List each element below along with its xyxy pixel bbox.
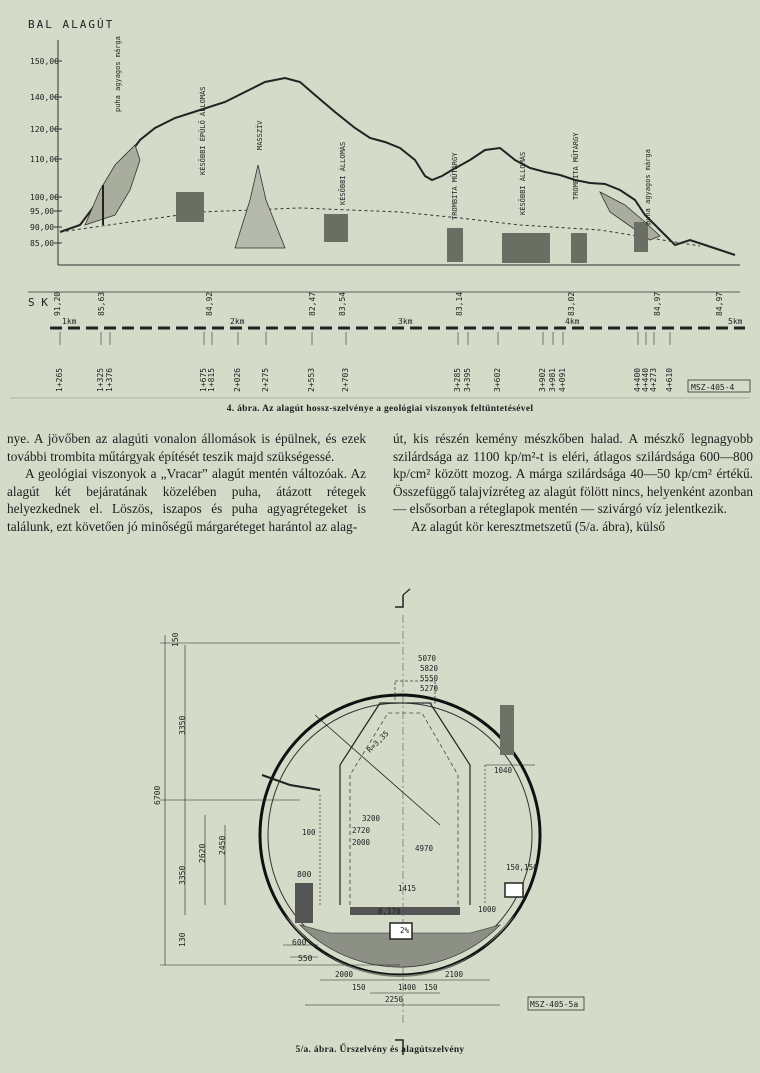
dimension-label: 2000	[335, 970, 354, 979]
sk-value: 83,02	[567, 291, 576, 316]
dimension-label: 3200	[362, 814, 381, 823]
dimension-label: 1040	[494, 766, 513, 775]
dimension-label: 5070	[418, 654, 437, 663]
km-label: 1km	[62, 317, 77, 326]
dimension-label: 6700	[153, 785, 162, 805]
fig4-caption: 4. ábra. Az alagút hossz-szelvénye a geológiai viszonyok feltüntetésével	[226, 404, 534, 414]
dimension-label: 0,170	[378, 907, 401, 916]
dimension-label: 800	[297, 870, 312, 879]
station-label: 2+553	[307, 367, 316, 392]
paragraph-right-1: út, kis részén kemény mészkőben halad. A mészkő legnagyobb szilárdsága az 1100 kp/m²-t is eléri, átlagos szilárdsága 600—800 kp/cm² között mozog. A márga szilárdsága 40—50 kp/cm² értékű. Összefüggő talajvízréteg az alagút fölött nincs, helyenként azonban — elsősorban a réteglapok mentén — szivárgó víz jelentkezik.	[393, 431, 753, 517]
sk-value: 85,63	[97, 291, 106, 316]
header-label: BAL ALAGÚT	[28, 18, 115, 31]
dimension-label: 2450	[218, 835, 227, 855]
station-label: 4+400	[633, 367, 642, 392]
dimension-label: 1400	[398, 983, 417, 992]
fig4-code: MSZ-405-4	[691, 383, 735, 392]
text-column-left	[7, 430, 366, 536]
km-label: 2km	[230, 317, 245, 326]
dimension-label: 2250	[385, 995, 404, 1004]
dimension-label: 150,150	[506, 863, 538, 872]
station-label: 1+815	[207, 367, 216, 392]
sk-value: 84,97	[715, 291, 724, 316]
profile-label: TROMBITA MŰTÁRGY	[451, 152, 459, 220]
tunnel-axis-line	[60, 208, 700, 246]
geology-zone-left	[85, 145, 140, 225]
sk-value: 83,14	[455, 291, 464, 316]
clearance-profile	[340, 703, 470, 905]
paragraph-left-1: nye. A jövőben az alagúti vonalon állomások is épülnek, és ezek további trombita műtárgyak építését teszik majd szükségessé.	[7, 431, 366, 464]
dimension-label: R=3,35	[365, 728, 391, 755]
station-label: 4+440	[641, 367, 650, 392]
dimension-label: 130	[178, 932, 187, 947]
dimension-label: 5270	[420, 684, 439, 693]
dimension-label: 2620	[198, 843, 207, 863]
station-label: 3+395	[463, 367, 472, 392]
sk-label: S K	[28, 296, 48, 309]
profile-label: puha agyagos márga	[114, 36, 122, 112]
elevation-label: 85,00	[30, 239, 55, 248]
dimension-label: 5550	[420, 674, 439, 683]
figure-4	[0, 0, 760, 420]
profile-label: MASSZÍV	[256, 120, 264, 150]
elevation-label: 100,00	[30, 193, 59, 202]
longitudinal-profile-drawing	[0, 0, 760, 420]
km-label: 4km	[565, 317, 580, 326]
dimension-label: 1000	[478, 905, 497, 914]
dimension-label: 600	[292, 938, 307, 947]
station-block-1	[176, 192, 204, 222]
elevation-label: 95,00	[30, 207, 55, 216]
sk-value: 84,92	[205, 291, 214, 316]
sk-value: 82,47	[308, 291, 317, 316]
elevation-label: 110,00	[30, 155, 59, 164]
elevation-label: 90,00	[30, 223, 55, 232]
paragraph-left-2: A geológiai viszonyok a „Vracar” alagút mentén változóak. Az alagút két bejáratának közelében puha, átázott rétegek helyezkednek el. Löszös, iszapos és puha agyagrétegeket is találunk, ezt követően jó minőségű márgaréteget harántol az alag-	[7, 466, 366, 534]
station-block-3	[502, 233, 550, 263]
dimension-label: 150	[352, 983, 366, 992]
sk-value: 91,20	[53, 291, 62, 316]
station-label: 3+602	[493, 367, 502, 392]
elevation-label: 140,00	[30, 93, 59, 102]
fig5-code: MSZ-405-5a	[530, 1000, 579, 1009]
elevation-label: 120,00	[30, 125, 59, 134]
profile-label: KÉSŐBBI ÁLLOMÁS	[339, 141, 347, 205]
sk-value: 83,54	[338, 291, 347, 316]
dimension-label: 3350	[178, 865, 187, 885]
profile-label: KÉSŐBBI ÁLLOMÁS	[519, 151, 527, 215]
station-label: 2+026	[233, 367, 242, 392]
profile-label: TROMBITA MŰTÁRGY	[572, 132, 580, 200]
dimension-label: 2720	[352, 826, 371, 835]
profile-label: KÉSŐBBI ÉPÜLŐ ÁLLOMÁS	[199, 86, 207, 175]
trombita-block-1	[447, 228, 463, 262]
station-label: 4+610	[665, 367, 674, 392]
dimension-label: 5820	[420, 664, 439, 673]
station-label: 2+275	[261, 367, 270, 392]
dimension-label: 550	[298, 954, 313, 963]
dimension-label: 2%	[400, 926, 410, 935]
figure-5a	[0, 585, 760, 1068]
dimension-label: 4970	[415, 844, 434, 853]
dimension-label: 100	[302, 828, 316, 837]
dimension-label: 2100	[445, 970, 464, 979]
km-label: 3km	[398, 317, 413, 326]
fig5-caption: 5/a. ábra. Űrszelvény és alagútszelvény	[295, 1045, 465, 1055]
station-label: 1+325	[96, 367, 105, 392]
km-label: 5km	[728, 317, 743, 326]
dimension-label: 2000	[352, 838, 371, 847]
elevation-label: 150,00	[30, 57, 59, 66]
station-label: 1+265	[55, 367, 64, 392]
profile-label: puha agyagos márga	[644, 149, 652, 225]
station-label: 3+285	[453, 367, 462, 392]
cross-section-drawing	[0, 585, 760, 1068]
station-label: 1+675	[199, 367, 208, 392]
station-label: 1+376	[105, 367, 114, 392]
text-column-right	[393, 430, 753, 536]
massive-zone	[235, 165, 285, 248]
station-block-2	[324, 214, 348, 242]
station-label: 3+902	[538, 367, 547, 392]
dimension-label: 1415	[398, 884, 417, 893]
station-label: 2+703	[341, 367, 350, 392]
trombita-block-2	[571, 233, 587, 263]
dimension-label: 3350	[178, 715, 187, 735]
station-label: 3+981	[548, 367, 557, 392]
dimension-label: 150	[424, 983, 438, 992]
sk-value: 84,97	[653, 291, 662, 316]
dimension-label: 150	[171, 632, 180, 647]
paragraph-right-2: Az alagút kör keresztmetszetű (5/a. ábra), külső	[411, 518, 666, 534]
station-label: 4+273	[649, 367, 658, 392]
station-label: 4+091	[558, 367, 567, 392]
